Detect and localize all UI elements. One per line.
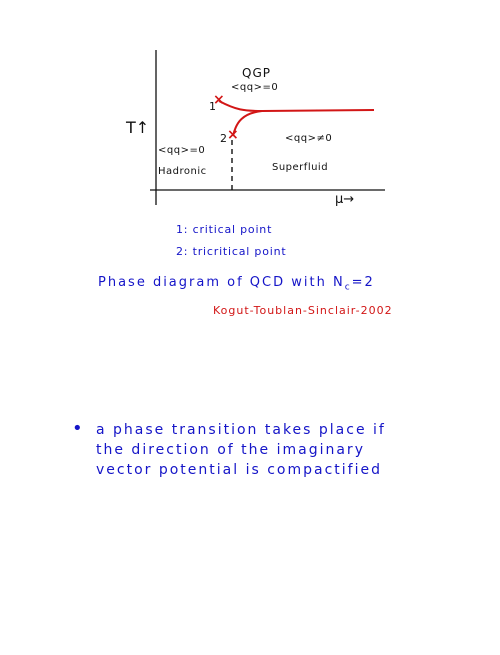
critical-point-note: 1: critical point	[176, 223, 273, 236]
citation: Kogut-Toublan-Sinclair-2002	[213, 304, 393, 317]
bullet-text	[96, 420, 486, 480]
hadronic-phase-label: Hadronic	[158, 166, 207, 177]
bullet-line-1: a phase transition takes place if	[96, 422, 386, 438]
transition-line-upper	[219, 101, 374, 111]
tricritical-point-number: 2	[220, 132, 227, 145]
bullet-line-3: vector potential is compactified	[96, 462, 382, 478]
hadronic-condensate-label: <qq>=0	[158, 145, 206, 156]
phase-diagram-caption	[98, 275, 375, 293]
qgp-label: QGP	[242, 66, 271, 80]
caption-prefix: Phase diagram of QCD with N	[98, 275, 345, 290]
bullet-symbol: •	[72, 418, 83, 439]
caption-subscript: c	[344, 282, 352, 293]
y-axis-label: T↑	[126, 118, 150, 137]
superfluid-phase-label: Superfluid	[272, 162, 329, 173]
caption-suffix: =2	[351, 275, 375, 290]
tricritical-point-note: 2: tricritical point	[176, 245, 287, 258]
x-axis-label: μ→	[335, 192, 355, 207]
bullet-line-2: the direction of the imaginary	[96, 442, 365, 458]
tricritical-point-marker: ×	[227, 127, 239, 143]
critical-point-number: 1	[209, 100, 216, 113]
qgp-condensate-label: <qq>=0	[231, 82, 279, 93]
critical-point-marker: ×	[213, 92, 225, 108]
superfluid-condensate-label: <qq>≠0	[285, 133, 333, 144]
